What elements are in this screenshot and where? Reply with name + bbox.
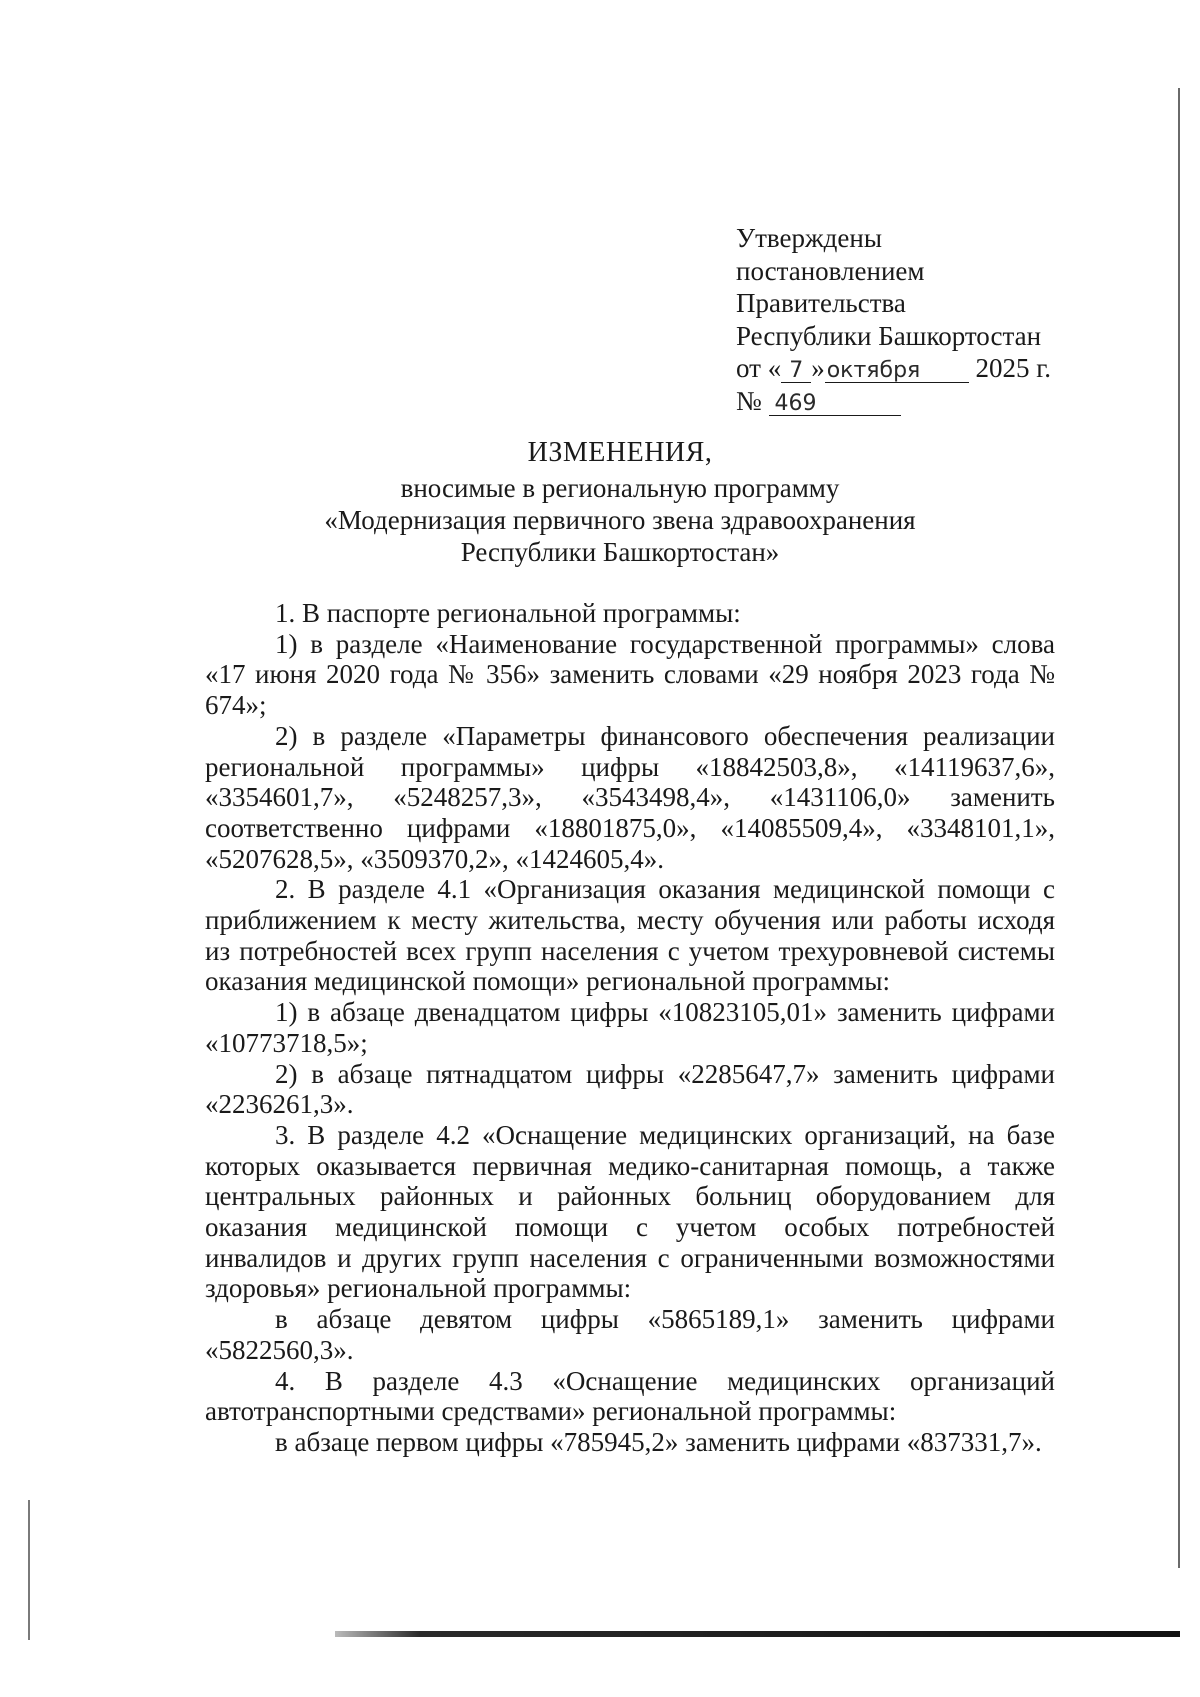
paragraph: 3. В разделе 4.2 «Оснащение медицинских организаций, на базе которых оказывается первичная медико-санитарная помощь, а также центральных районных и районных больниц оборудованием для оказания медицинской помощи с учетом особых потребностей инвалидов и других групп населения с ограниченными возможностями здоровья» региональной программы: bbox=[205, 1119, 1055, 1304]
paragraph: 1. В паспорте региональной программы: bbox=[275, 598, 741, 628]
paragraph: в абзаце девятом цифры «5865189,1» заменить цифрами «5822560,3». bbox=[205, 1304, 1055, 1365]
approval-line-4: Республики Башкортостан bbox=[736, 320, 1042, 351]
approval-number bbox=[736, 385, 1076, 418]
scan-edge-left bbox=[28, 1500, 30, 1640]
paragraph: в абзаце первом цифры «785945,2» заменить цифрами «837331,7». bbox=[275, 1426, 1042, 1457]
paragraph: 2. В разделе 4.1 «Организация оказания медицинской помощи с приближением к месту жительства, месту обучения или работы исходя из потребностей всех групп населения с учетом трехуровневой системы оказания медицинской помощи» региональной программы: bbox=[205, 874, 1055, 997]
document-number: 469 bbox=[769, 393, 901, 416]
paragraph: 2) в абзаце пятнадцатом цифры «2285647,7» заменить цифрами «2236261,3». bbox=[205, 1058, 1055, 1120]
approval-line-1: Утверждены bbox=[736, 223, 882, 253]
date-year: 2025 г. bbox=[975, 353, 1051, 383]
date-day: 7 bbox=[781, 360, 811, 383]
date-mid: » bbox=[811, 353, 825, 383]
approval-date bbox=[736, 352, 1076, 385]
title-line-3: «Модернизация первичного звена здравоохранения bbox=[324, 505, 916, 535]
date-prefix: от « bbox=[736, 353, 782, 383]
document-title: ИЗМЕНЕНИЯ, bbox=[527, 437, 713, 468]
paragraph: 4. В разделе 4.3 «Оснащение медицинских организаций автотранспортными средствами» региональной программы: bbox=[205, 1365, 1055, 1427]
scan-edge-right bbox=[1178, 88, 1180, 1568]
scan-edge-bottom bbox=[335, 1631, 1180, 1637]
paragraph: 1) в абзаце двенадцатом цифры «10823105,01» заменить цифрами «10773718,5»; bbox=[205, 997, 1055, 1058]
document-title-block bbox=[200, 437, 1040, 568]
approval-stamp-block bbox=[736, 222, 1076, 417]
paragraph: 1) в разделе «Наименование государственной программы» слова «17 июня 2020 года № 356» заменить словами «29 ноября 2023 года № 674»; bbox=[205, 628, 1055, 721]
approval-line-3: Правительства bbox=[736, 288, 906, 318]
title-line-4: Республики Башкортостан» bbox=[460, 537, 780, 567]
paragraph: 2) в разделе «Параметры финансового обеспечения реализации региональной программы» цифры «18842503,8», «14119637,6», «3354601,7», «5248257,3», «3543498,4», «1431106,0» заменить соответственно цифрами «18801875,0», «14085509,4», «3348101,1», «5207628,5», «3509370,2», «1424605,4». bbox=[205, 720, 1055, 874]
title-line-2: вносимые в региональную программу bbox=[400, 473, 840, 503]
document-body bbox=[205, 598, 1055, 1458]
approval-line-2: постановлением bbox=[736, 255, 925, 286]
date-month: октября bbox=[825, 360, 969, 383]
number-prefix: № bbox=[736, 385, 762, 416]
